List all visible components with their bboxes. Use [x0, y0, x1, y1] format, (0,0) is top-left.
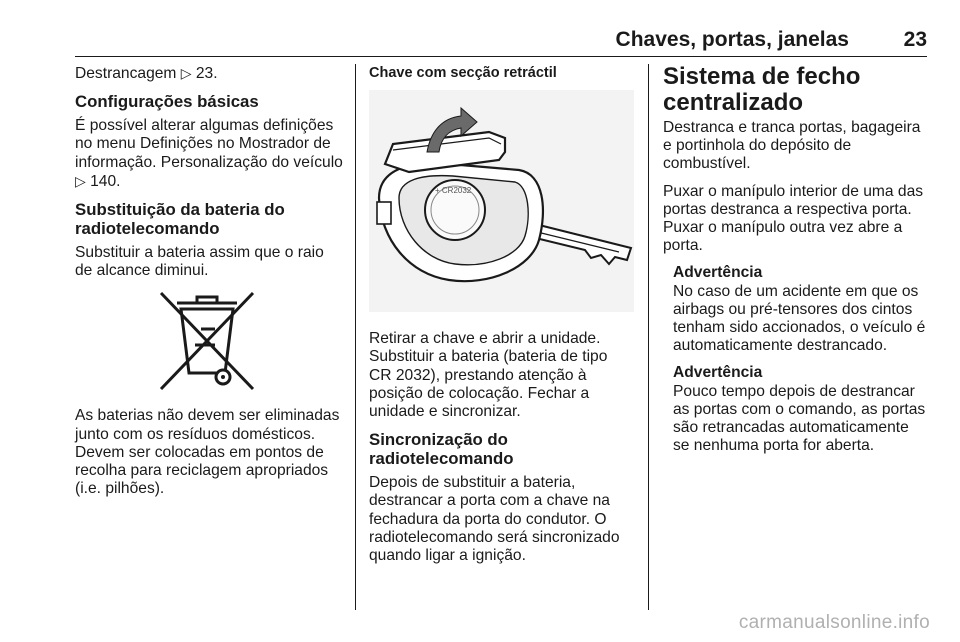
- watermark: carmanualsonline.info: [738, 612, 930, 633]
- heading-sync: Sincronização do radiotelecomando: [369, 430, 514, 469]
- xref-link[interactable]: 23.: [195, 65, 218, 82]
- warning-title: Advertência: [673, 264, 763, 282]
- column-right: [663, 64, 928, 464]
- battery-steps-paragraph: Retirar a chave e abrir a unidade. Substituir a bateria (bateria de tipo CR 2032), prestando atenção à posição de colocação. Fechar a unidade e sincronizar.: [369, 330, 608, 421]
- basic-settings-paragraph: É possível alterar algumas definições no menu Definições no Mostrador de informação. Personalização do veículo ▷ 140.: [75, 117, 343, 190]
- central-locking-paragraph: Destranca e tranca portas, bagageira e portinhola do depósito de combustível.: [663, 119, 921, 173]
- column-middle: [369, 64, 634, 574]
- warning-block: [673, 364, 928, 455]
- section-title: Chaves, portas, janelas: [615, 28, 849, 51]
- key-fob-battery-replacement-illustration: [369, 90, 634, 312]
- figure-key-fob: [369, 90, 634, 312]
- xref-arrow-icon[interactable]: ▷: [180, 65, 192, 81]
- battery-paragraph: Substituir a bateria assim que o raio de alcance diminui.: [75, 244, 324, 280]
- disposal-paragraph: As baterias não devem ser eliminadas junto com os resíduos domésticos. Devem ser colocadas em pontos de recolha para reciclagem apropriados (i.e. pilhões).: [75, 407, 340, 498]
- xref-arrow-icon[interactable]: ▷: [75, 172, 86, 189]
- column-left: [75, 64, 343, 507]
- sync-paragraph: Depois de substituir a bateria, destrancar a porta com a chave na fechadura da porta do condutor. O radiotelecomando será sincronizado quando ligar a ignição.: [369, 474, 620, 565]
- warning-title: Advertência: [673, 364, 763, 382]
- page-header: [75, 22, 927, 57]
- page-number: 23: [903, 28, 927, 51]
- crossed-out-wheelie-bin-icon: [155, 289, 259, 393]
- figure-disposal: [75, 289, 343, 397]
- intro-paragraph: Destrancagem ▷ 23.: [75, 65, 218, 82]
- interior-handle-paragraph: Puxar o manípulo interior de uma das portas destranca a respectiva porta. Puxar o manípulo outra vez abre a porta.: [663, 182, 924, 255]
- battery-label: + CR2032: [435, 186, 472, 196]
- xref-link[interactable]: 140.: [90, 172, 121, 190]
- heading-battery-replacement: Substituição da bateria do radiotelecomando: [75, 200, 285, 239]
- heading-central-locking: Sistema de fecho centralizado: [663, 63, 861, 116]
- subtitle-retractable-key: Chave com secção retráctil: [369, 65, 557, 81]
- warning-block: [673, 264, 928, 355]
- warning-text: Pouco tempo depois de destrancar as portas com o comando, as portas são retrancadas automaticamente se nenhuma porta for aberta.: [673, 382, 926, 455]
- warning-text: No caso de um acidente em que os airbags ou pré-tensores dos cintos tenham sido accionados, o veículo é automaticamente destrancado.: [673, 282, 926, 355]
- heading-basic-settings: Configurações básicas: [75, 92, 259, 112]
- column-divider: [648, 64, 649, 610]
- column-divider: [355, 64, 356, 610]
